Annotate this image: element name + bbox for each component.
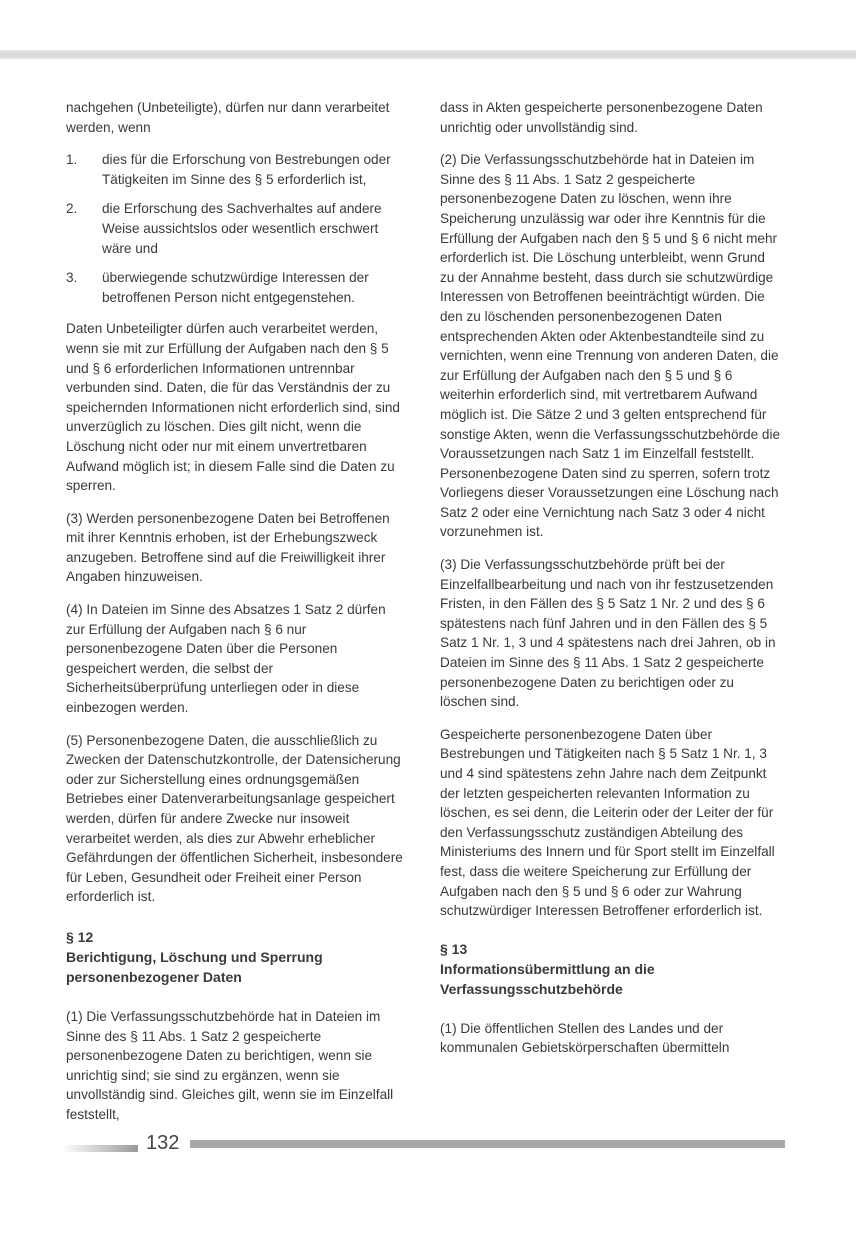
paragraph-4: (4) In Dateien im Sinne des Absatzes 1 Satz 2 dürfen zur Erfüllung der Aufgaben nach § 6 nur personenbezogene Daten über die Personen gespeichert werden, die selbst der Sicherheitsüberprüfung unterliegen oder in diese einbezogen werden. <box>66 602 386 716</box>
section-12-number: § 12 <box>66 928 94 945</box>
list-item <box>66 268 406 307</box>
condition-list <box>66 150 406 307</box>
page-number: 132 <box>146 1132 180 1154</box>
section-12-paragraph-deletion: Gespeicherte personenbezogene Daten über Bestrebungen und Tätigkeiten nach § 5 Satz 1 Nr. 1, 3 und 4 sind spätestens zehn Jahre nach dem Zeitpunkt der letzten gespeicherten relevanten Information zu löschen, es sei denn, die Leiterin oder der Leiter der für den Verfassungsschutz zuständigen Abteilung des Ministeriums des Innern und für Sport stellt im Einzelfall fest, dass die weitere Speicherung zur Erfüllung der Aufgaben nach den § 5 und § 6 oder zur Wahrung schutzwürdiger Interessen Betroffener erforderlich ist. <box>440 726 775 919</box>
section-12-paragraph-2: (2) Die Verfassungsschutzbehörde hat in Dateien im Sinne des § 11 Abs. 1 Satz 2 gespeicherte personenbezogene Daten zu löschen, wenn ihre Speicherung unzulässig war oder ihre Kenntnis für die Erfüllung der Aufgaben nach den § 5 und § 6 nicht mehr erforderlich ist. Die Löschung unterbleibt, wenn Grund zu der Annahme besteht, dass durch sie schutzwürdige Interessen von Betroffenen beeinträchtigt würden. Die den zu löschenden personenbezogenen Daten entsprechenden Akten oder Aktenbestandteile sind zu vernichten, wenn eine Trennung von anderen Daten, die zur Erfüllung der Aufgaben nach den § 5 und § 6 weiterhin erforderlich sind, mit vertretbarem Aufwand möglich ist. Die Sätze 2 und 3 gelten entsprechend für sonstige Akten, wenn die Verfassungsschutzbehörde die Voraussetzungen nach Satz 1 im Einzelfall feststellt. Personenbezogene Daten sind zu sperren, sofern trotz Vorliegens dieser Voraussetzungen eine Löschung nach Satz 2 oder eine Vernichtung nach Satz 3 oder 4 nicht vorzunehmen ist. <box>440 152 781 540</box>
list-item <box>66 150 406 189</box>
section-13-number: § 13 <box>440 940 468 957</box>
paragraph-5: (5) Personenbezogene Daten, die ausschließlich zu Zwecken der Datenschutzkontrolle, der Datensicherung oder zur Sicherstellung eines ordnungsgemäßen Betriebes einer Datenverarbeitungsanlage gespeichert werden, dürfen für andere Zwecke nur insoweit verarbeitet werden, als dies zur Abwehr erheblicher Gefährdungen der öffentlichen Sicherheit, insbesondere für Leben, Gesundheit oder Freiheit einer Person erforderlich ist. <box>66 732 403 905</box>
list-item-text: dies für die Erforschung von Bestrebungen oder Tätigkeiten im Sinne des § 5 erforderlich ist, <box>102 152 391 187</box>
list-item-number: 3. <box>66 270 78 286</box>
left-intro: nachgehen (Unbeteiligte), dürfen nur dann verarbeitet werden, wenn <box>66 100 390 135</box>
paragraph-3: (3) Werden personenbezogene Daten bei Betroffenen mit ihrer Kenntnis erhoben, ist der Erhebungszweck anzugeben. Betroffene sind auf die Freiwilligkeit ihrer Angaben hinzuweisen. <box>66 510 390 585</box>
paragraph-unbeteiligte: Daten Unbeteiligter dürfen auch verarbeitet werden, wenn sie mit zur Erfüllung der Aufgaben nach den § 5 und § 6 erforderlichen Informationen untrennbar verbunden sind. Daten, die für das Verständnis der zu speichernden Informationen nicht erforderlich sind, sind unverzüglich zu löschen. Dies gilt nicht, wenn die Löschung nicht oder nur mit einem unvertretbaren Aufwand möglich ist; in diesem Falle sind die Daten zu sperren. <box>66 321 400 494</box>
header-rule <box>0 50 856 59</box>
section-13-title: Informationsübermittlung an die Verfassungsschutzbehörde <box>440 960 655 997</box>
section-13-paragraph-1: (1) Die öffentlichen Stellen des Landes und der kommunalen Gebietskörperschaften übermitteln <box>440 1020 730 1056</box>
section-12-paragraph-1: (1) Die Verfassungsschutzbehörde hat in Dateien im Sinne des § 11 Abs. 1 Satz 2 gespeicherte personenbezogene Daten zu berichtigen, wenn sie unrichtig sind; sie sind zu ergänzen, wenn sie unvollständig sind. Gleiches gilt, wenn sie im Einzelfall feststellt, <box>66 1008 394 1122</box>
left-column <box>66 98 406 1138</box>
list-item-number: 1. <box>66 152 78 168</box>
list-item-text: die Erforschung des Sachverhaltes auf andere Weise aussichtslos oder wesentlich erschwert wäre und <box>102 201 382 256</box>
list-item <box>66 199 406 258</box>
section-12-title: Berichtigung, Löschung und Sperrung personenbezogener Daten <box>66 948 323 985</box>
right-column <box>440 98 782 1071</box>
paragraph-continuation: dass in Akten gespeicherte personenbezogene Daten unrichtig oder unvollständig sind. <box>440 100 763 135</box>
footer-rule-right <box>190 1140 785 1148</box>
list-item-number: 2. <box>66 201 78 217</box>
list-item-text: überwiegende schutzwürdige Interessen der betroffenen Person nicht entgegenstehen. <box>102 270 369 305</box>
footer-rule-left <box>62 1145 138 1152</box>
section-12-paragraph-3: (3) Die Verfassungsschutzbehörde prüft bei der Einzelfallbearbeitung und nach von ihr festzusetzenden Fristen, in den Fällen des § 5 Satz 1 Nr. 2 und des § 6 spätestens nach fünf Jahren und in den Fällen des § 5 Satz 1 Nr. 1, 3 und 4 spätestens nach drei Jahren, ob in Dateien im Sinne des § 11 Abs. 1 Satz 2 gespeicherte personenbezogene Daten zu berichtigen oder zu löschen sind. <box>440 557 776 710</box>
